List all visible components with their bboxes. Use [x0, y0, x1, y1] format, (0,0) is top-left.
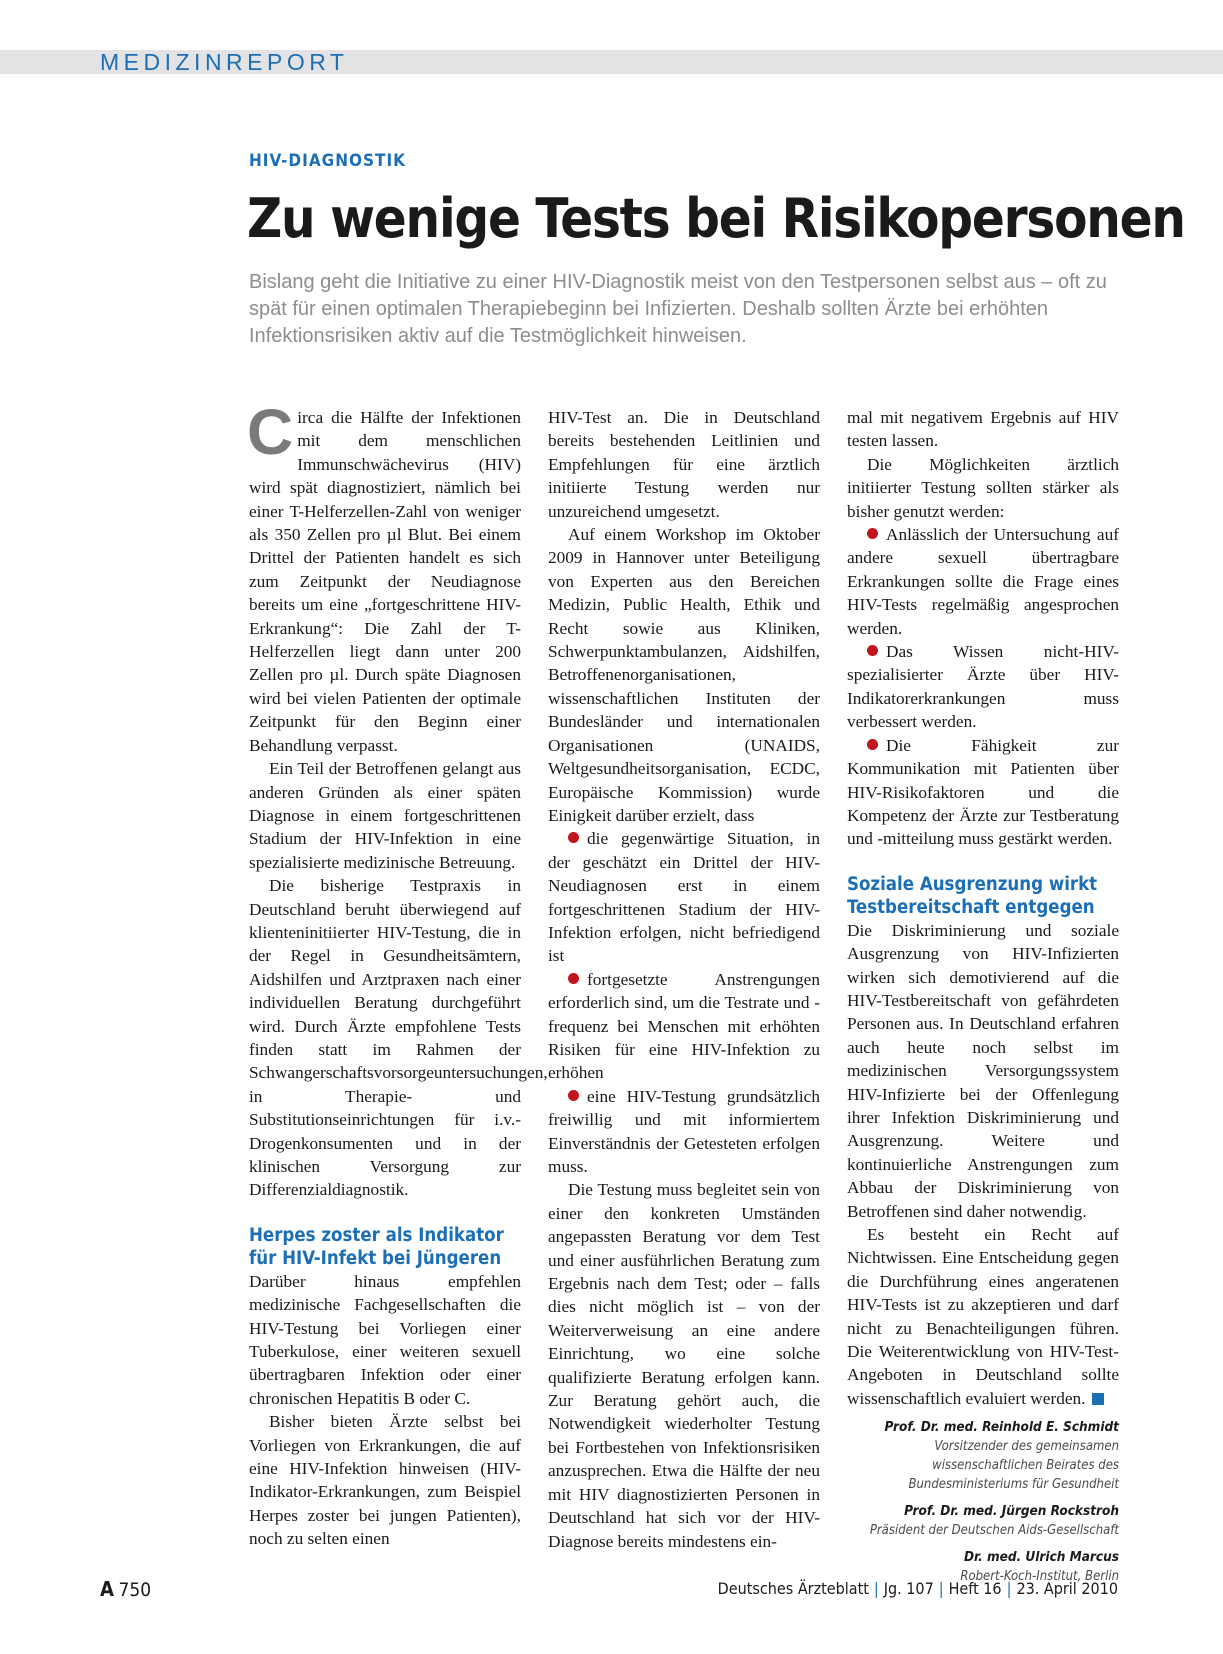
column-3: [847, 406, 1119, 1594]
end-mark-icon: [1092, 1393, 1104, 1405]
bullet-item: fortgesetzte Anstrengungen erforderlich sind, um die Testrate und -frequenz bei Menschen mit erhöhten Risiken für eine HIV-Infektion zu erhöhen: [548, 969, 820, 1083]
paragraph: Die bisherige Testpraxis in Deutschland beruht überwiegend auf klienteninitiierter HIV-Testung, die in der Regel in Gesundheitsämtern, Aidshilfen und Arztpraxen nach einer individuellen Beratung durchgeführt wird. Durch Ärzte empfohlene Tests finden statt im Rahmen der Schwangerschaftsvorsorgeuntersuchungen, in Therapie- und Substitutionseinrichtungen für i.v.-Drogenkonsumenten und in der klinischen Versorgung zur Differenzialdiagnostik.: [249, 876, 548, 1200]
paragraph: Ein Teil der Betroffenen gelangt aus anderen Gründen als einer späten Diagnose in einem fortgeschrittenen Stadium der HIV-Infektion in eine spezialisierte medizinische Betreuung.: [249, 759, 521, 872]
section-label: MEDIZINREPORT: [100, 49, 349, 75]
journal-issue: Heft 16: [948, 1579, 1002, 1598]
paragraph: Darüber hinaus empfehlen medizinische Fachgesellschaften die HIV-Testung bei Vorliegen einer Tuberkulose, einer weiteren sexuell übertragbaren Infektion oder einer chronischen Hepatitis B oder C.: [249, 1271, 521, 1408]
bullet-item: Das Wissen nicht-HIV-spezialisierter Ärzte über HIV-Indikatorerkrankungen muss verbessert werden.: [847, 642, 1119, 732]
journal-volume: Jg. 107: [883, 1579, 934, 1598]
paragraph: HIV-Test an. Die in Deutschland bereits bestehenden Leitlinien und Empfehlungen für eine ärztlich initiierte Testung werden nur unzureichend umgesetzt.: [548, 408, 820, 521]
page-number-value: 750: [118, 1579, 152, 1601]
author-role: Präsident der Deutschen Aids-Gesellschaft: [869, 1523, 1119, 1539]
bullet-item: eine HIV-Testung grundsätzlich freiwillig und mit informiertem Einverständnis der Getesteten erfolgen muss.: [548, 1086, 820, 1176]
paragraph: Es besteht ein Recht auf Nichtwissen. Eine Entscheidung gegen die Durchführung eines angeratenen HIV-Tests ist zu akzeptieren und darf nicht zu Benachteiligungen führen. Die Weiterentwicklung von HIV-Test-Angeboten in Deutschland sollte wissenschaftlich evaluiert werden.: [847, 1225, 1119, 1408]
journal-date: 23. April 2010: [1016, 1579, 1118, 1598]
subheading: Soziale Ausgrenzung wirkt Testbereitschaft entgegen: [847, 873, 1098, 918]
bullet-icon: [568, 973, 579, 984]
paragraph: Circa die Hälfte der Infektionen mit dem menschlichen Immunschwächevirus (HIV) wird spät diagnostiziert, nämlich bei einer T-Helferzellen-Zahl von weniger als 350 Zellen pro µl Blut. Bei einem Drittel der Patienten handelt es sich zum Zeitpunkt der Neudiagnose bereits um eine „fortgeschrittene HIV-Erkrankung“: Die Zahl der T-Helferzellen liegt dann unter 200 Zellen pro µl. Durch späte Diagnosen wird bei vielen Patienten der optimale Zeitpunkt für den Beginn einer Behandlung verpasst.: [247, 396, 521, 755]
bullet-item: die gegenwärtige Situation, in der geschätzt ein Drittel der HIV-Neudiagnosen erst in einem fortgeschrittenen Stadium der HIV-Infektion erfolgen, nicht befriedigend ist: [548, 829, 820, 966]
author-block: [847, 1418, 1119, 1586]
page-number: [100, 1577, 151, 1601]
paragraph: Bisher bieten Ärzte selbst bei Vorliegen von Erkrankungen, die auf eine HIV-Infektion hinweisen (HIV-Indikator-Erkrankungen, zum Beispiel Herpes zoster bei jungen Patienten), noch zu selten einen: [249, 1412, 521, 1549]
author-role: Robert-Koch-Institut, Berlin: [960, 1569, 1119, 1585]
bullet-icon: [867, 739, 878, 750]
paragraph: mal mit negativem Ergebnis auf HIV testen lassen.: [847, 408, 1119, 451]
paragraph: Auf einem Workshop im Oktober 2009 in Hannover unter Beteiligung von Experten aus den Bereichen Medizin, Public Health, Ethik und Recht sowie aus Kliniken, Schwerpunktambulanzen, Aidshilfen, Betroffenenorganisationen, wissenschaftlichen Instituten der Bundesländer und internationalen Organisationen (UNAIDS, Weltgesundheitsorganisation, ECDC, Europäische Kommission) wurde Einigkeit darüber erzielt, dass: [548, 525, 820, 825]
author-name: Prof. Dr. med. Reinhold E. Schmidt: [884, 1419, 1119, 1436]
author-role: Vorsitzender des gemeinsamen wissenschaftlichen Beirates des Bundesministeriums für Gesundheit: [908, 1439, 1119, 1493]
article-kicker: HIV-DIAGNOSTIK: [249, 151, 406, 171]
separator: |: [1006, 1579, 1012, 1598]
subheading: Herpes zoster als Indikator für HIV-Infekt bei Jüngeren: [249, 1224, 504, 1269]
author-name: Dr. med. Ulrich Marcus: [963, 1549, 1119, 1566]
article-headline: Zu wenige Tests bei Risikopersonen: [247, 187, 1185, 250]
journal-name: Deutsches Ärzteblatt: [717, 1579, 869, 1598]
bullet-item: Die Fähigkeit zur Kommunikation mit Patienten über HIV-Risikofaktoren und die Kompetenz der Ärzte zur Testberatung und -mitteilung muss gestärkt werden.: [847, 735, 1119, 849]
bullet-icon: [867, 528, 878, 539]
author-name: Prof. Dr. med. Jürgen Rockstroh: [904, 1503, 1119, 1520]
bullet-icon: [867, 645, 878, 656]
paragraph: Die Möglichkeiten ärztlich initiierter Testung sollten stärker als bisher genutzt werden:: [847, 454, 1119, 521]
paragraph: Die Diskriminierung und soziale Ausgrenzung von HIV-Infizierten wirken sich demotivierend auf die HIV-Testbereitschaft von gefährdeten Personen aus. In Deutschland erfahren auch heute noch selbst im medizinischen Versorgungssystem HIV-Infizierte bei der Offenlegung ihrer Infektion Diskriminierung und Ausgrenzung. Weitere und kontinuierliche Anstrengungen zum Abbau der Diskriminierung von Betroffenen sind daher notwendig.: [847, 920, 1119, 1221]
separator: |: [938, 1579, 944, 1598]
paragraph: Die Testung muss begleitet sein von einer den konkreten Umständen angepassten Beratung vor dem Test und einer ausführlichen Beratung zum Ergebnis nach dem Test; oder – falls dies nicht möglich ist – von der Weiterverweisung an eine andere Einrichtung, wo eine solche qualifizierte Beratung erfolgen kann. Zur Beratung gehört auch, die Notwendigkeit wiederholter Testung bei Fortbestehen von Infektionsrisiken anzusprechen. Etwa die Hälfte der neu mit HIV diagnostizierten Personen in Deutschland hat sich vor der HIV-Diagnose bereits mindestens ein-: [548, 1180, 820, 1551]
bullet-icon: [568, 832, 579, 843]
article-lead: Bislang geht die Initiative zu einer HIV-Diagnostik meist von den Testpersonen selbst aus – oft zu spät für einen optimalen Therapiebeginn bei Infizierten. Deshalb sollten Ärzte bei erhöhten Infektionsrisiken aktiv auf die Testmöglichkeit hinweisen.: [249, 271, 1107, 347]
column-1: [247, 396, 548, 1551]
journal-footer: [718, 1577, 1118, 1601]
column-2: [548, 406, 820, 1553]
bullet-icon: [568, 1090, 579, 1101]
bullet-item: Anlässlich der Untersuchung auf andere sexuell übertragbare Erkrankungen sollte die Frage eines HIV-Tests regelmäßig angesprochen werden.: [847, 525, 1119, 638]
separator: |: [873, 1579, 879, 1598]
page-prefix: A: [100, 1577, 114, 1601]
drop-cap: C: [247, 396, 294, 468]
